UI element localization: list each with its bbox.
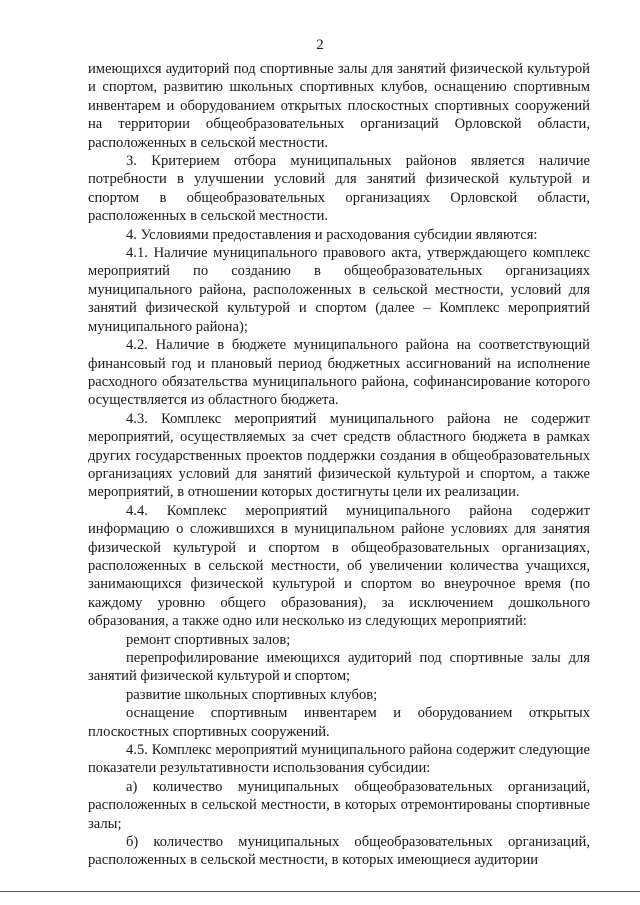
paragraph: 4.3. Комплекс мероприятий муниципального района не содержит мероприятий, осуществляемых за счет средств областного бюджета в рамках других государственных проектов поддержки создания в общеобразовательных организациях условий для занятий физической культурой и спортом, а также мероприятий, в отношении которых достигнуты цели их реализации. — [88, 410, 590, 501]
paragraph: 4.5. Комплекс мероприятий муниципального района содержит следующие показатели результативности использования субсидии: — [88, 742, 590, 777]
paragraph: ремонт спортивных залов; — [126, 631, 291, 648]
page-number: 2 — [316, 37, 324, 53]
footer-rule — [0, 891, 640, 892]
paragraph: 4. Условиями предоставления и расходования субсидии являются: — [126, 226, 538, 243]
document-body — [88, 60, 590, 870]
paragraph: перепрофилирование имеющихся аудиторий под спортивные залы для занятий физической культурой и спортом; — [88, 650, 590, 685]
paragraph: 4.4. Комплекс мероприятий муниципального района содержит информацию о сложившихся в муниципальном районе условиях для занятия физической культурой и спортом в общеобразовательных организациях, расположенных в сельской местности, об увеличении количества учащихся, занимающихся физической культурой и спортом во внеурочное время (по каждому уровню общего образования), за исключением дошкольного образования, а также одно или несколько из следующих мероприятий: — [88, 502, 590, 630]
paragraph: а) количество муниципальных общеобразовательных организаций, расположенных в сельской местности, в которых отремонтированы спортивные залы; — [88, 778, 590, 832]
paragraph: имеющихся аудиторий под спортивные залы для занятий физической культурой и спортом, развитию школьных спортивных клубов, оснащению спортивным инвентарем и оборудованием открытых плоскостных спортивных сооружений на территории общеобразовательных организаций Орловской области, расположенных в сельской местности. — [88, 61, 590, 151]
paragraph: оснащение спортивным инвентарем и оборудованием открытых плоскостных спортивных сооружений. — [88, 705, 590, 740]
paragraph: 3. Критерием отбора муниципальных районов является наличие потребности в улучшении условий для занятий физической культурой и спортом в общеобразовательных организациях Орловской области, расположенных в сельской местности. — [88, 153, 590, 225]
paragraph: б) количество муниципальных общеобразовательных организаций, расположенных в сельской местности, в которых имеющиеся аудитории — [88, 834, 590, 869]
paragraph: 4.1. Наличие муниципального правового акта, утверждающего комплекс мероприятий по созданию в общеобразовательных организациях муниципального района, расположенных в сельской местности, условий для занятий физической культурой и спортом (далее – Комплекс мероприятий муниципального района); — [88, 245, 590, 335]
paragraph: 4.2. Наличие в бюджете муниципального района на соответствующий финансовый год и плановый период бюджетных ассигнований на исполнение расходного обязательства муниципального района, софинансирование которого осуществляется из областного бюджета. — [88, 337, 590, 409]
paragraph: развитие школьных спортивных клубов; — [126, 686, 378, 703]
